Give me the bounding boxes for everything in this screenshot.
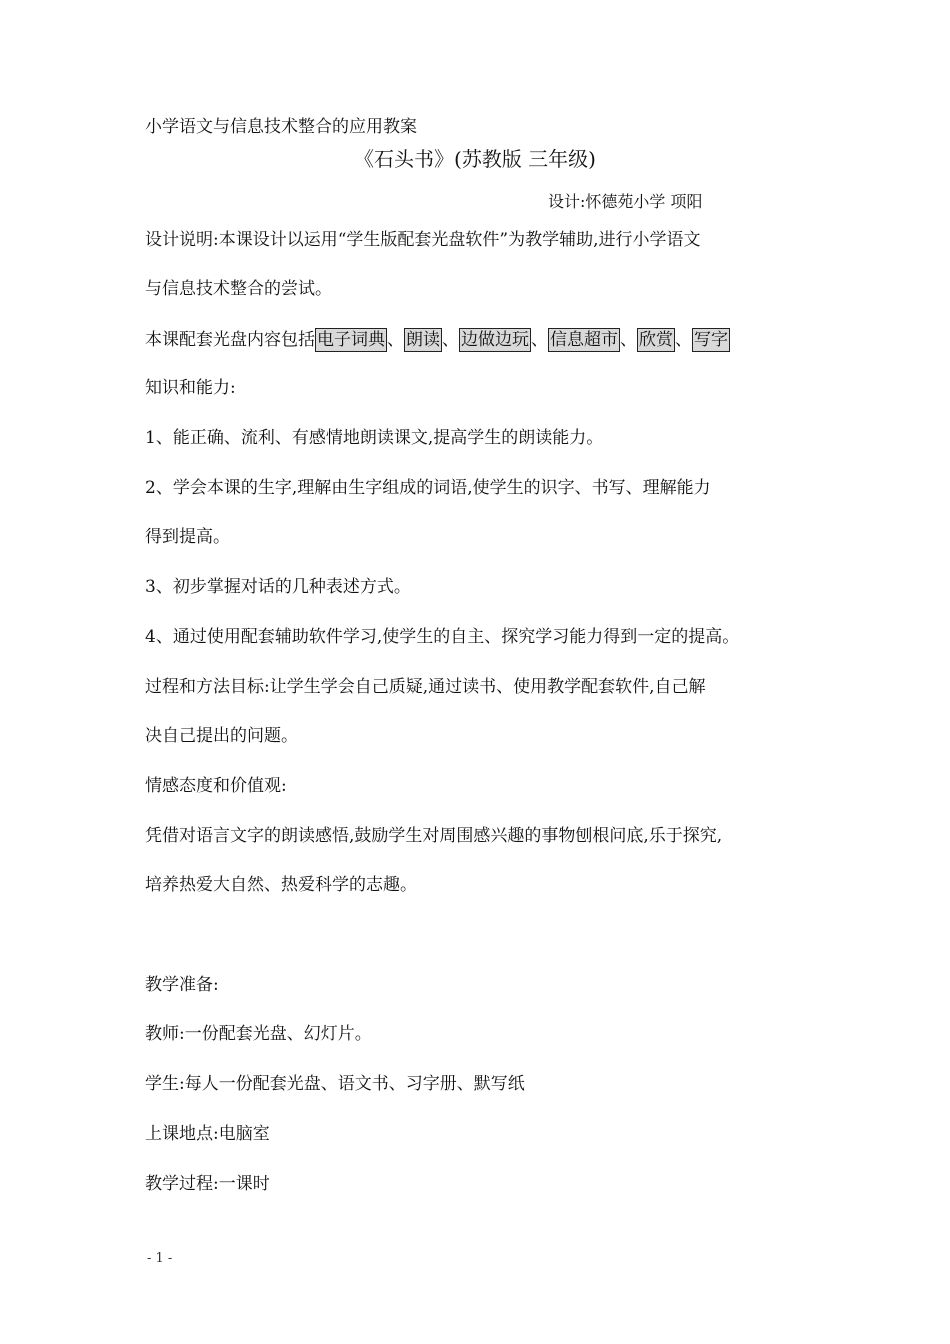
knowledge-item-4: 4、通过使用配套辅助软件学习,使学生的自主、探究学习能力得到一定的提高。: [145, 627, 740, 647]
separator: 、: [387, 330, 404, 350]
preparation-location: 上课地点:电脑室: [145, 1124, 270, 1144]
preparation-process: 教学过程:一课时: [145, 1174, 270, 1194]
tag-info-market: 信息超市: [550, 330, 618, 350]
tag-dictionary: 电子词典: [317, 330, 385, 350]
separator: 、: [675, 330, 692, 350]
contents-line: [145, 328, 730, 352]
knowledge-heading: 知识和能力:: [145, 378, 236, 398]
preparation-teacher: 教师:一份配套光盘、幻灯片。: [145, 1024, 372, 1044]
preparation-heading: 教学准备:: [145, 975, 219, 995]
separator: 、: [531, 330, 548, 350]
emotion-line-2: 培养热爱大自然、热爱科学的志趣。: [145, 875, 417, 895]
process-line-2: 决自己提出的问题。: [145, 726, 298, 746]
emotion-heading: 情感态度和价值观:: [145, 776, 287, 796]
description-line-2: 与信息技术整合的尝试。: [145, 279, 332, 299]
knowledge-item-1: 1、能正确、流利、有感情地朗读课文,提高学生的朗读能力。: [145, 428, 604, 448]
tag-do-and-play: 边做边玩: [461, 330, 529, 350]
separator: 、: [442, 330, 459, 350]
knowledge-item-2a: 2、学会本课的生字,理解由生字组成的词语,使学生的识字、书写、理解能力: [145, 478, 711, 498]
description-line-1: 设计说明:本课设计以运用“学生版配套光盘软件”为教学辅助,进行小学语文: [145, 230, 701, 250]
page-number: - 1 -: [147, 1251, 173, 1266]
tag-writing: 写字: [694, 330, 728, 350]
emotion-line-1: 凭借对语言文字的朗读感悟,鼓励学生对周围感兴趣的事物刨根问底,乐于探究,: [145, 826, 723, 846]
process-line-1: 过程和方法目标:让学生学会自己质疑,通过读书、使用教学配套软件,自己解: [145, 677, 706, 697]
separator: 、: [620, 330, 637, 350]
designer-credit: 设计:怀德苑小学 项阳: [548, 192, 703, 211]
knowledge-item-3: 3、初步掌握对话的几种表述方式。: [145, 577, 411, 597]
doc-title: 小学语文与信息技术整合的应用教案: [145, 117, 417, 137]
preparation-student: 学生:每人一份配套光盘、语文书、习字册、默写纸: [145, 1074, 525, 1094]
contents-prefix: 本课配套光盘内容包括: [145, 330, 315, 350]
tag-reading: 朗读: [406, 330, 440, 350]
lesson-title: 《石头书》(苏教版 三年级): [354, 147, 596, 171]
knowledge-item-2b: 得到提高。: [145, 527, 230, 547]
tag-appreciation: 欣赏: [639, 330, 673, 350]
